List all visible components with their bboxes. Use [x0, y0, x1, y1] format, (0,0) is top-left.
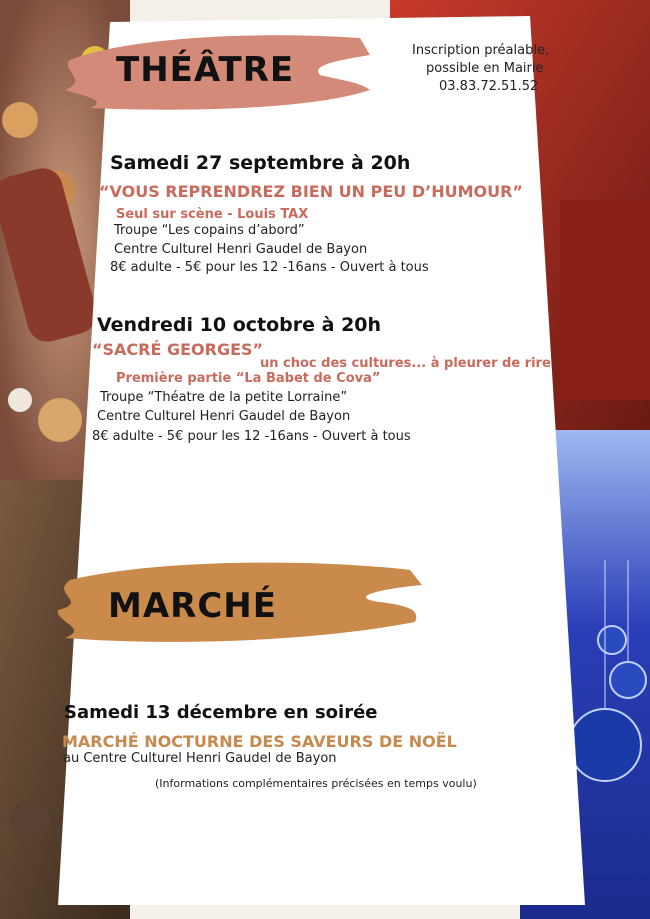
inscription-line2: possible en Mairie — [426, 61, 544, 76]
marche-note: (Informations complémentaires précisées en temps voulu) — [155, 777, 477, 790]
marche-banner-title: MARCHÉ — [108, 586, 277, 626]
event2-venue: Centre Culturel Henri Gaudel de Bayon — [97, 409, 351, 424]
event2-troupe: Troupe “Théatre de la petite Lorraine” — [100, 390, 348, 405]
event1-title: “VOUS REPRENDREZ BIEN UN PEU D’HUMOUR” — [99, 182, 523, 201]
marche-venue: au Centre Culturel Henri Gaudel de Bayon — [63, 751, 337, 766]
event2-subtitle: Première partie “La Babet de Cova” — [116, 371, 381, 386]
event1-venue: Centre Culturel Henri Gaudel de Bayon — [114, 242, 368, 257]
marche-title: MARCHÉ NOCTURNE DES SAVEURS DE NOËL — [62, 732, 457, 751]
event2-title: “SACRÉ GEORGES” — [92, 340, 264, 359]
event1-date: Samedi 27 septembre à 20h — [110, 152, 411, 174]
inscription-line1: Inscription préalable, — [412, 43, 550, 58]
event1-troupe: Troupe “Les copains d’abord” — [114, 223, 305, 238]
marche-date: Samedi 13 décembre en soirée — [64, 702, 378, 723]
event1-subtitle: Seul sur scène - Louis TAX — [116, 207, 309, 222]
inscription-phone: 03.83.72.51.52 — [439, 79, 539, 94]
event2-prices: 8€ adulte - 5€ pour les 12 -16ans - Ouvert à tous — [92, 429, 411, 444]
theatre-banner-title: THÉÂTRE — [116, 50, 295, 90]
event1-prices: 8€ adulte - 5€ pour les 12 -16ans - Ouvert à tous — [110, 260, 429, 275]
event2-tagline: un choc des cultures... à pleurer de rire — [260, 356, 551, 371]
event2-date: Vendredi 10 octobre à 20h — [97, 314, 382, 336]
